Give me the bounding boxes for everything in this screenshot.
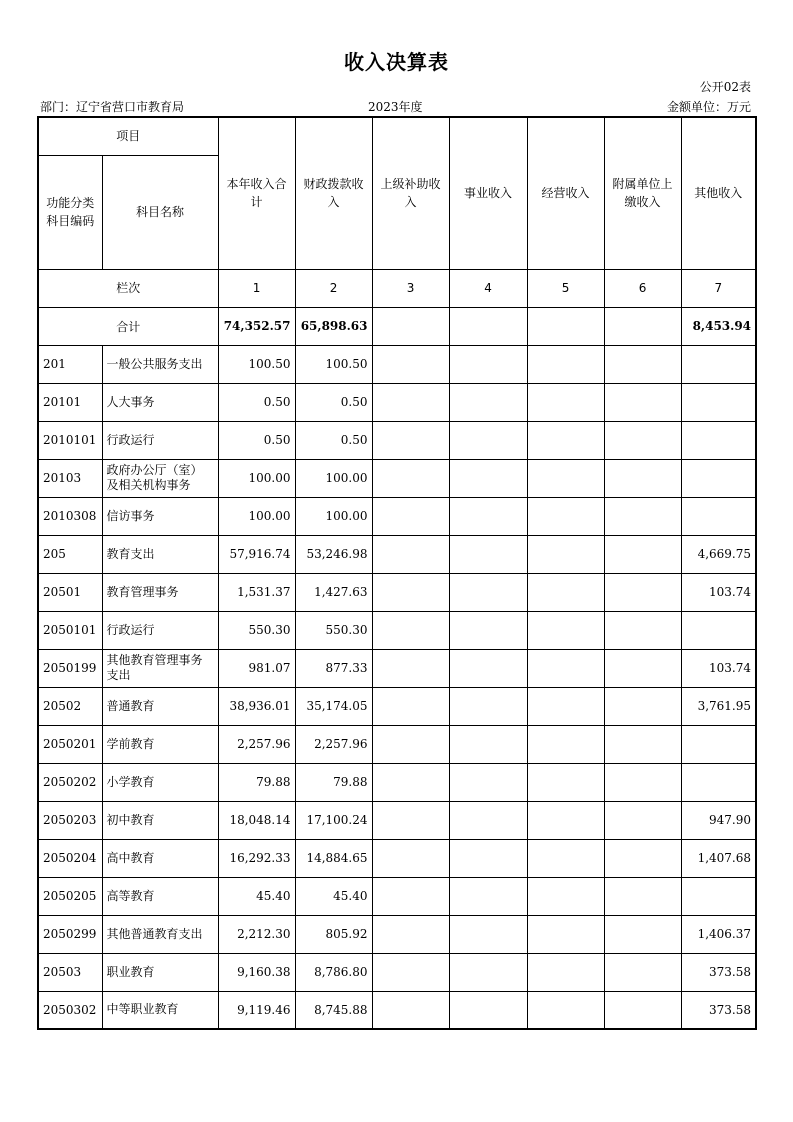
row-other: 3,761.95	[681, 687, 756, 725]
table-row	[38, 459, 756, 497]
row-fiscal: 100.50	[295, 345, 372, 383]
row-other	[681, 725, 756, 763]
row-business	[449, 649, 527, 687]
row-affiliated	[604, 953, 681, 991]
row-name: 学前教育	[102, 725, 218, 763]
row-total: 38,936.01	[218, 687, 295, 725]
year-label: 2023年度	[368, 100, 423, 114]
row-total: 0.50	[218, 383, 295, 421]
summary-other: 8,453.94	[681, 307, 756, 345]
row-superior	[372, 839, 449, 877]
row-affiliated	[604, 915, 681, 953]
row-other	[681, 421, 756, 459]
summary-operating	[527, 307, 604, 345]
row-other	[681, 763, 756, 801]
table-row	[38, 687, 756, 725]
row-affiliated	[604, 383, 681, 421]
table-row	[38, 839, 756, 877]
row-name: 信访事务	[102, 497, 218, 535]
row-affiliated	[604, 801, 681, 839]
row-code: 20502	[38, 687, 102, 725]
row-name: 普通教育	[102, 687, 218, 725]
row-business	[449, 801, 527, 839]
row-total: 100.00	[218, 459, 295, 497]
row-total: 45.40	[218, 877, 295, 915]
summary-affiliated	[604, 307, 681, 345]
header-total: 本年收入合 计	[218, 117, 295, 269]
col-num: 2	[295, 269, 372, 307]
table-row	[38, 725, 756, 763]
row-superior	[372, 535, 449, 573]
row-fiscal: 14,884.65	[295, 839, 372, 877]
row-fiscal: 805.92	[295, 915, 372, 953]
col-num: 6	[604, 269, 681, 307]
row-affiliated	[604, 763, 681, 801]
row-superior	[372, 687, 449, 725]
row-other	[681, 877, 756, 915]
row-total: 18,048.14	[218, 801, 295, 839]
row-fiscal: 79.88	[295, 763, 372, 801]
row-total: 0.50	[218, 421, 295, 459]
row-other: 103.74	[681, 649, 756, 687]
row-other: 103.74	[681, 573, 756, 611]
row-fiscal: 8,745.88	[295, 991, 372, 1029]
header-business: 事业收入	[449, 117, 527, 269]
header-column-no: 栏次	[38, 269, 218, 307]
row-name: 其他教育管理事务支出	[102, 649, 218, 687]
row-operating	[527, 573, 604, 611]
row-code: 2010101	[38, 421, 102, 459]
row-business	[449, 687, 527, 725]
row-business	[449, 953, 527, 991]
unit-label: 金额单位：万元	[666, 100, 751, 114]
row-name: 行政运行	[102, 421, 218, 459]
row-other: 373.58	[681, 991, 756, 1029]
row-fiscal: 1,427.63	[295, 573, 372, 611]
row-fiscal: 17,100.24	[295, 801, 372, 839]
row-name: 中等职业教育	[102, 991, 218, 1029]
row-code: 2050202	[38, 763, 102, 801]
table-row	[38, 649, 756, 687]
row-business	[449, 915, 527, 953]
row-operating	[527, 991, 604, 1029]
row-business	[449, 839, 527, 877]
row-business	[449, 459, 527, 497]
row-operating	[527, 839, 604, 877]
row-affiliated	[604, 991, 681, 1029]
row-other	[681, 345, 756, 383]
table-row	[38, 573, 756, 611]
row-code: 2050205	[38, 877, 102, 915]
row-other	[681, 383, 756, 421]
row-superior	[372, 725, 449, 763]
table-row	[38, 611, 756, 649]
table-row	[38, 421, 756, 459]
row-superior	[372, 497, 449, 535]
row-business	[449, 877, 527, 915]
row-total: 1,531.37	[218, 573, 295, 611]
row-name: 初中教育	[102, 801, 218, 839]
row-superior	[372, 953, 449, 991]
row-code: 2050302	[38, 991, 102, 1029]
row-fiscal: 0.50	[295, 383, 372, 421]
row-superior	[372, 345, 449, 383]
form-number: 公开02表	[699, 80, 751, 94]
row-business	[449, 383, 527, 421]
row-business	[449, 535, 527, 573]
row-code: 20503	[38, 953, 102, 991]
row-name: 教育管理事务	[102, 573, 218, 611]
row-operating	[527, 801, 604, 839]
table-header	[38, 117, 756, 307]
row-superior	[372, 573, 449, 611]
row-total: 57,916.74	[218, 535, 295, 573]
header-fiscal: 财政拨款收 入	[295, 117, 372, 269]
row-business	[449, 991, 527, 1029]
row-name: 高等教育	[102, 877, 218, 915]
row-total: 981.07	[218, 649, 295, 687]
col-num: 5	[527, 269, 604, 307]
row-fiscal: 45.40	[295, 877, 372, 915]
row-operating	[527, 611, 604, 649]
row-superior	[372, 801, 449, 839]
header-affiliated: 附属单位上 缴收入	[604, 117, 681, 269]
header-superior: 上级补助收 入	[372, 117, 449, 269]
header-other: 其他收入	[681, 117, 756, 269]
row-fiscal: 100.00	[295, 497, 372, 535]
row-affiliated	[604, 687, 681, 725]
department-label: 部门：辽宁省营口市教育局	[40, 100, 185, 114]
row-operating	[527, 915, 604, 953]
row-code: 2010308	[38, 497, 102, 535]
row-superior	[372, 421, 449, 459]
table-row	[38, 497, 756, 535]
income-table	[37, 116, 757, 1030]
row-other: 1,407.68	[681, 839, 756, 877]
row-name: 职业教育	[102, 953, 218, 991]
row-name: 一般公共服务支出	[102, 345, 218, 383]
row-total: 550.30	[218, 611, 295, 649]
row-business	[449, 611, 527, 649]
summary-label: 合计	[38, 307, 218, 345]
header-operating: 经营收入	[527, 117, 604, 269]
summary-business	[449, 307, 527, 345]
row-operating	[527, 649, 604, 687]
row-fiscal: 8,786.80	[295, 953, 372, 991]
table-row	[38, 877, 756, 915]
table-row	[38, 953, 756, 991]
row-operating	[527, 421, 604, 459]
header-code: 功能分类 科目编码	[38, 155, 102, 269]
row-superior	[372, 877, 449, 915]
row-name: 教育支出	[102, 535, 218, 573]
col-num: 4	[449, 269, 527, 307]
row-affiliated	[604, 459, 681, 497]
table-body	[38, 307, 756, 1029]
row-superior	[372, 915, 449, 953]
row-code: 2050203	[38, 801, 102, 839]
row-other: 4,669.75	[681, 535, 756, 573]
row-fiscal: 877.33	[295, 649, 372, 687]
row-business	[449, 573, 527, 611]
row-code: 20103	[38, 459, 102, 497]
row-operating	[527, 497, 604, 535]
row-affiliated	[604, 877, 681, 915]
row-fiscal: 35,174.05	[295, 687, 372, 725]
row-affiliated	[604, 421, 681, 459]
row-name: 行政运行	[102, 611, 218, 649]
table-row	[38, 991, 756, 1029]
row-total: 2,257.96	[218, 725, 295, 763]
row-other	[681, 497, 756, 535]
row-operating	[527, 953, 604, 991]
row-affiliated	[604, 345, 681, 383]
table-row	[38, 763, 756, 801]
row-operating	[527, 725, 604, 763]
row-name: 高中教育	[102, 839, 218, 877]
row-total: 9,119.46	[218, 991, 295, 1029]
row-business	[449, 497, 527, 535]
row-code: 2050199	[38, 649, 102, 687]
row-total: 9,160.38	[218, 953, 295, 991]
row-superior	[372, 383, 449, 421]
table-row	[38, 383, 756, 421]
col-num: 3	[372, 269, 449, 307]
row-affiliated	[604, 497, 681, 535]
row-name: 其他普通教育支出	[102, 915, 218, 953]
row-total: 100.00	[218, 497, 295, 535]
table-row	[38, 345, 756, 383]
row-affiliated	[604, 611, 681, 649]
row-operating	[527, 877, 604, 915]
row-operating	[527, 345, 604, 383]
row-operating	[527, 459, 604, 497]
row-superior	[372, 611, 449, 649]
row-total: 2,212.30	[218, 915, 295, 953]
row-other: 1,406.37	[681, 915, 756, 953]
row-name: 人大事务	[102, 383, 218, 421]
row-superior	[372, 459, 449, 497]
row-fiscal: 53,246.98	[295, 535, 372, 573]
summary-superior	[372, 307, 449, 345]
row-operating	[527, 687, 604, 725]
row-business	[449, 421, 527, 459]
row-name: 政府办公厅（室）及相关机构事务	[102, 459, 218, 497]
header-item: 项目	[38, 117, 218, 155]
row-code: 2050299	[38, 915, 102, 953]
row-operating	[527, 763, 604, 801]
row-total: 100.50	[218, 345, 295, 383]
row-business	[449, 725, 527, 763]
col-num: 7	[681, 269, 756, 307]
row-total: 16,292.33	[218, 839, 295, 877]
row-other	[681, 459, 756, 497]
row-other	[681, 611, 756, 649]
summary-row	[38, 307, 756, 345]
summary-total: 74,352.57	[218, 307, 295, 345]
row-affiliated	[604, 649, 681, 687]
row-fiscal: 2,257.96	[295, 725, 372, 763]
row-fiscal: 550.30	[295, 611, 372, 649]
row-code: 20101	[38, 383, 102, 421]
row-superior	[372, 991, 449, 1029]
row-other: 373.58	[681, 953, 756, 991]
row-code: 201	[38, 345, 102, 383]
row-business	[449, 345, 527, 383]
row-superior	[372, 763, 449, 801]
row-code: 2050204	[38, 839, 102, 877]
page-title: 收入决算表	[344, 50, 449, 74]
row-total: 79.88	[218, 763, 295, 801]
row-affiliated	[604, 535, 681, 573]
row-code: 2050201	[38, 725, 102, 763]
row-operating	[527, 535, 604, 573]
row-business	[449, 763, 527, 801]
summary-fiscal: 65,898.63	[295, 307, 372, 345]
row-code: 205	[38, 535, 102, 573]
row-fiscal: 100.00	[295, 459, 372, 497]
row-code: 20501	[38, 573, 102, 611]
col-num: 1	[218, 269, 295, 307]
row-operating	[527, 383, 604, 421]
row-fiscal: 0.50	[295, 421, 372, 459]
row-affiliated	[604, 839, 681, 877]
row-superior	[372, 649, 449, 687]
table-row	[38, 801, 756, 839]
row-code: 2050101	[38, 611, 102, 649]
row-affiliated	[604, 573, 681, 611]
row-affiliated	[604, 725, 681, 763]
header-name: 科目名称	[102, 155, 218, 269]
row-name: 小学教育	[102, 763, 218, 801]
table-row	[38, 915, 756, 953]
table-row	[38, 535, 756, 573]
row-other: 947.90	[681, 801, 756, 839]
